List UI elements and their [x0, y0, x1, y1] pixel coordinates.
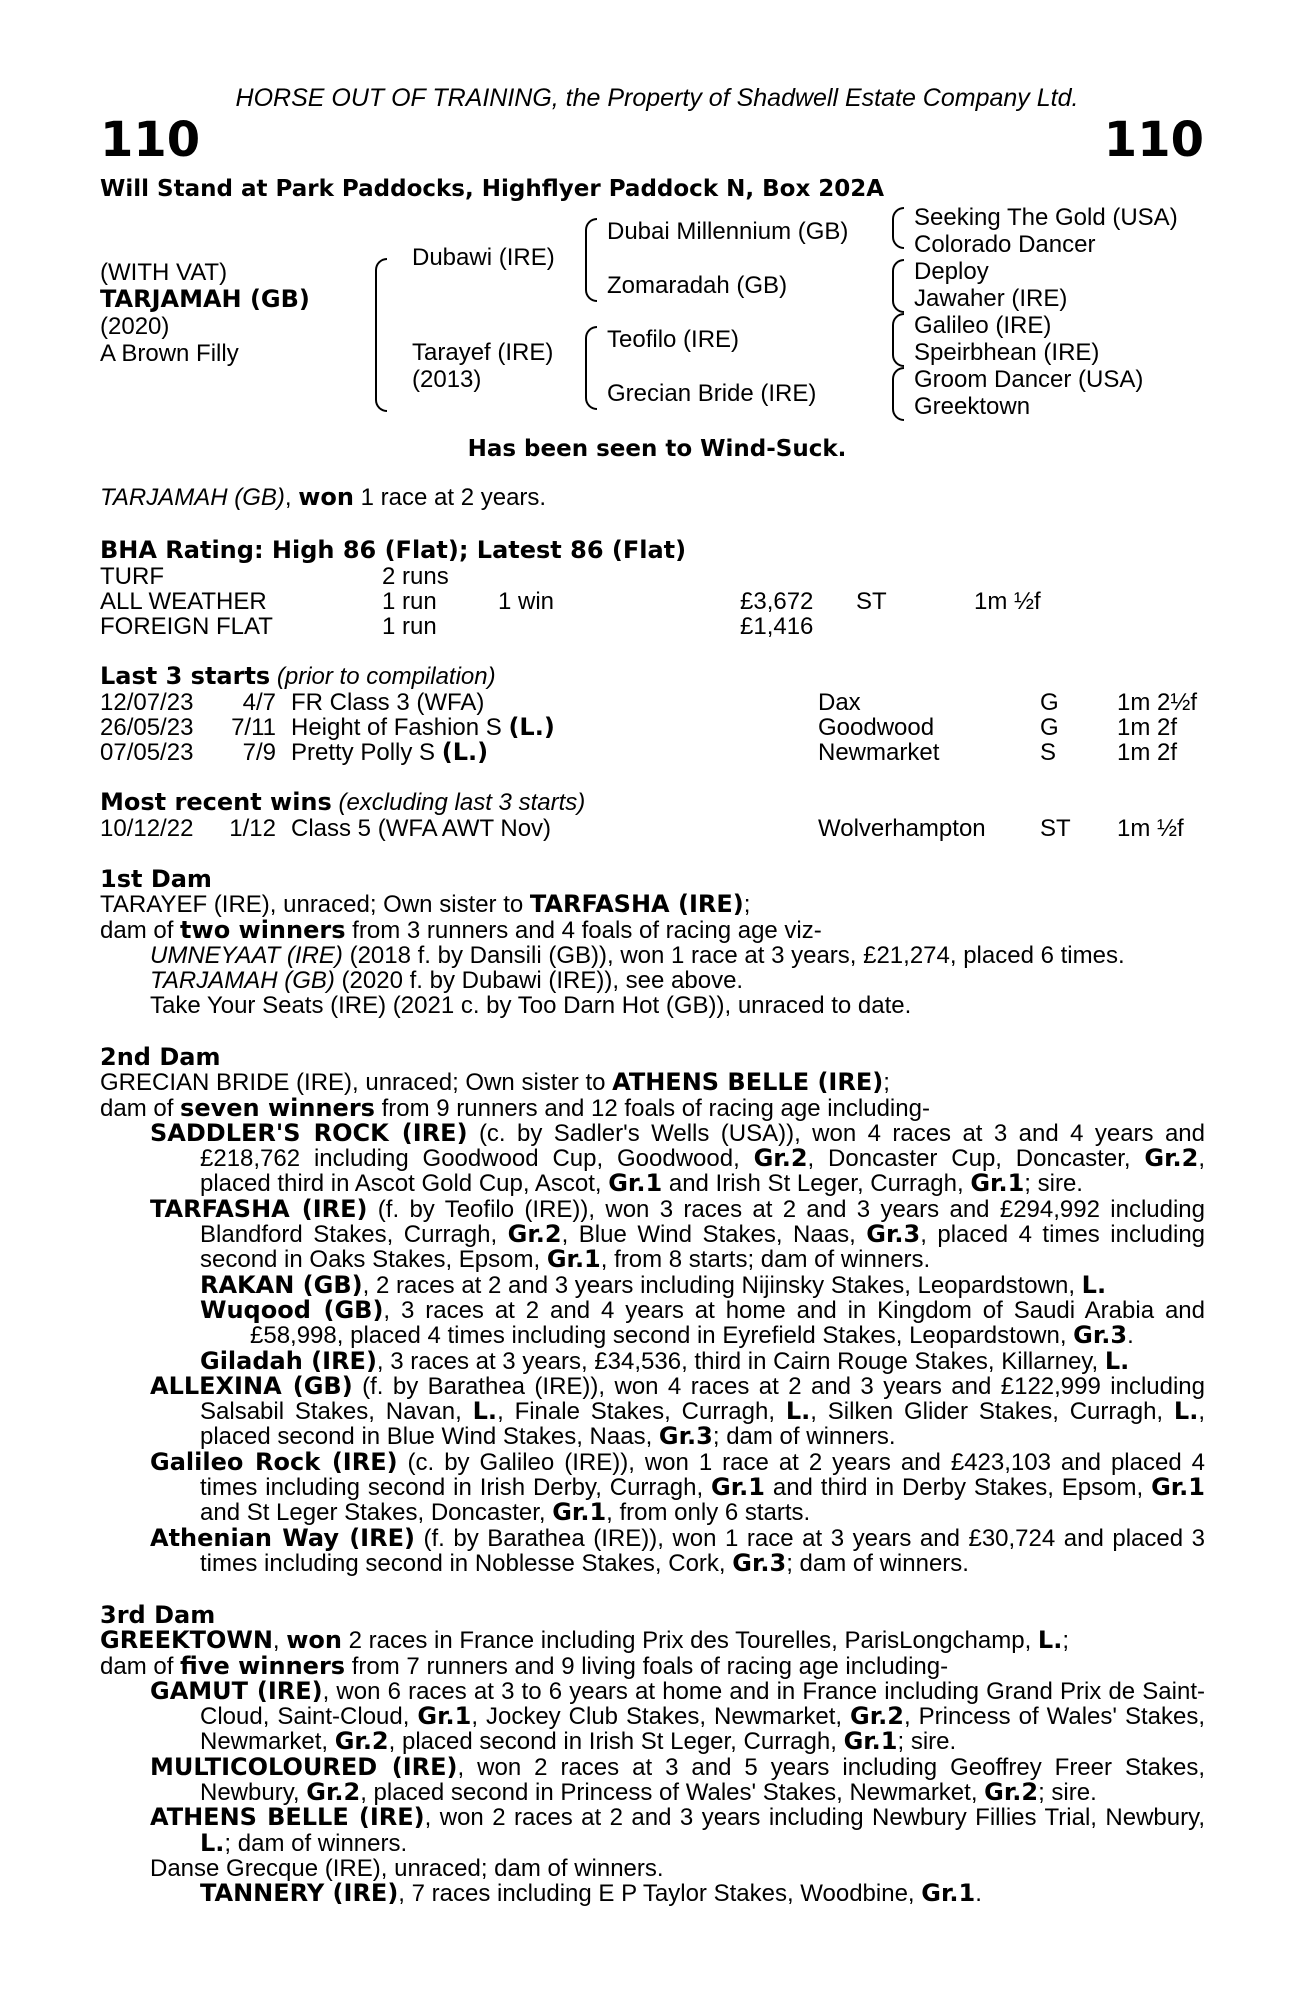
text: ; sire. [897, 1728, 957, 1756]
grade: Gr.1 [608, 1169, 663, 1198]
race-name: Height of Fashion S [291, 714, 509, 741]
second-dam-line1 [100, 1070, 1205, 1095]
start-position: 7/9 [242, 739, 276, 766]
last3-subtitle: (prior to compilation) [276, 663, 496, 690]
pedigree-brace-dam [585, 326, 597, 410]
win-going: ST [1040, 815, 1071, 842]
listed-mark: (L.) [508, 713, 555, 741]
grade: Gr.1 [843, 1727, 898, 1756]
progeny-entry [100, 1447, 1205, 1527]
text: dam of [100, 1652, 181, 1680]
text: (c. by Sadler's Wells (USA)), won 4 races at 3 and 4 years and £218,762 including Goodwood Cup, Goodwood, [200, 1119, 1205, 1173]
text: . [1127, 1322, 1134, 1350]
grade: Gr.1 [417, 1702, 472, 1731]
grade: Gr.2 [334, 1727, 389, 1756]
progeny-entry [100, 1194, 1206, 1274]
text: , won 6 races at 3 to 6 years at home and in France including Grand Prix de Saint-Cloud, Saint-Cloud, [200, 1677, 1205, 1731]
text: , [272, 1627, 287, 1655]
text: ; dam of winners. [712, 1423, 896, 1451]
third-dam-line1 [100, 1628, 1205, 1653]
grade: L. [1173, 1397, 1199, 1426]
grade: L. [200, 1828, 225, 1857]
text: , placed 4 times including second in Oaks Stakes, Epsom, [200, 1221, 1206, 1274]
grade: Gr.1 [970, 1169, 1025, 1198]
pedigree-dds: Groom Dancer (USA) [914, 366, 1144, 393]
text: and third in Derby Stakes, Epsom, [764, 1474, 1152, 1502]
pedigree-brace-ds [892, 313, 904, 367]
text: , placed second in Blue Wind Stakes, Naas, [200, 1398, 1206, 1451]
summary-horse-name: TARJAMAH (GB) [100, 484, 285, 511]
pedigree-sire: Dubawi (IRE) [412, 244, 555, 271]
pedigree-sdd: Jawaher (IRE) [914, 285, 1068, 312]
start-course: Dax [818, 689, 861, 716]
pedigree-brace-sd [892, 259, 904, 313]
progeny-entry [100, 943, 1200, 968]
start-race [291, 715, 555, 740]
progeny-entry [100, 1752, 1205, 1807]
text: GRECIAN BRIDE (IRE), unraced; Own sister to [100, 1069, 613, 1097]
last3-heading [100, 664, 496, 689]
grade: Gr.2 [306, 1778, 361, 1807]
progeny-name: TARFASHA (IRE) [150, 1194, 368, 1223]
pedigree-brace-ss [892, 207, 904, 249]
progeny-name: ATHENS BELLE (IRE) [150, 1803, 425, 1832]
progeny-name: GAMUT (IRE) [150, 1676, 323, 1705]
record-runs: 2 runs [382, 563, 449, 590]
second-dam-heading: 2nd Dam [100, 1043, 221, 1071]
text: , Princess of Wales' Stakes, Newmarket, [200, 1703, 1206, 1756]
start-date: 26/05/23 [100, 714, 194, 741]
progeny-name: RAKAN (GB) [200, 1270, 363, 1299]
grade: Gr.2 [753, 1144, 808, 1173]
record-runs: 1 run [382, 588, 437, 615]
progeny-name: MULTICOLOURED (IRE) [150, 1752, 458, 1781]
grade: Gr.1 [921, 1879, 976, 1908]
text: ; [883, 1069, 890, 1097]
progeny-entry [100, 1805, 1205, 1856]
grade: Gr.2 [984, 1778, 1039, 1807]
progeny-name: UMNEYAAT (IRE) [150, 941, 343, 969]
record-wins: 1 win [498, 588, 555, 615]
progeny-entry: Take Your Seats (IRE) (2021 c. by Too Darn Hot (GB)), unraced to date. [150, 992, 912, 1020]
grand-progeny-entry [100, 1881, 1205, 1906]
text: , Blue Wind Stakes, Naas, [561, 1221, 867, 1249]
text: ; sire. [1024, 1170, 1083, 1198]
start-distance: 1m 2½f [1117, 689, 1198, 716]
grade: Gr.2 [1144, 1144, 1199, 1173]
text: , 3 races at 2 and 4 years at home and in Kingdom of Saudi Arabia and £58,998, placed 4 times including second in Eyrefield Stakes, Leopardstown, [250, 1296, 1205, 1350]
progeny-entry [100, 1523, 1205, 1577]
race-name: Pretty Polly S [291, 739, 442, 766]
bold-count: five winners [180, 1651, 346, 1680]
text: , from only 6 starts. [606, 1499, 811, 1527]
grand-progeny-entry [100, 1295, 1205, 1350]
bold-name: TARFASHA (IRE) [529, 890, 744, 919]
bha-rating: BHA Rating: High 86 (Flat); Latest 86 (Flat) [100, 536, 687, 564]
text: , from 8 starts; dam of winners. [600, 1246, 931, 1274]
progeny-entry [100, 1371, 1206, 1451]
progeny-entry [100, 968, 1200, 993]
last3-title: Last 3 starts [100, 662, 271, 690]
text: ; dam of winners. [786, 1549, 969, 1577]
text: , won 2 races at 3 and 5 years including Geoffrey Freer Stakes, Newbury, [200, 1753, 1205, 1807]
second-dam-section [100, 1045, 1205, 1576]
text: . [975, 1880, 982, 1908]
start-position: 4/7 [242, 689, 276, 716]
progeny-entry: Danse Grecque (IRE), unraced; dam of winners. [150, 1854, 664, 1882]
grade: Gr.1 [711, 1473, 765, 1502]
start-going: G [1040, 714, 1059, 741]
record-distance: 1m ½f [974, 588, 1041, 615]
grand-progeny-entry [100, 1270, 1205, 1299]
text: , 7 races including E P Taylor Stakes, Woodbine, [398, 1880, 922, 1908]
pedigree-ddd: Greektown [914, 393, 1031, 420]
text: , Finale Stakes, Curragh, [497, 1398, 786, 1426]
grade: Gr.3 [732, 1548, 787, 1577]
text: and Irish St Leger, Curragh, [662, 1170, 971, 1198]
start-course: Goodwood [818, 714, 935, 741]
bold-name: ATHENS BELLE (IRE) [612, 1068, 884, 1097]
progeny-entry [100, 1676, 1206, 1756]
text: (f. by Teofilo (IRE)), won 3 races at 2 and 3 years and £294,992 including Blandford Stakes, Curragh, [200, 1195, 1205, 1249]
text: , 2 races at 2 and 3 years including Nijinsky Stakes, Leopardstown, [362, 1271, 1082, 1299]
record-going: ST [856, 588, 887, 615]
record-runs: 1 run [382, 613, 437, 640]
win-position: 1/12 [229, 815, 276, 842]
start-distance: 1m 2f [1117, 739, 1178, 766]
start-date: 07/05/23 [100, 739, 194, 766]
recent-title: Most recent wins [100, 788, 332, 816]
grade: Gr.1 [552, 1498, 607, 1527]
recent-wins-heading [100, 790, 585, 815]
pedigree-ssd: Colorado Dancer [914, 231, 1096, 258]
grade: Gr.3 [1073, 1321, 1128, 1350]
lot-number-right: 110 [1103, 112, 1204, 168]
grade: Gr.2 [507, 1220, 562, 1249]
text: , Doncaster Cup, Doncaster, [807, 1145, 1145, 1173]
text: 2 races in France including Prix des Tourelles, ParisLongchamp, [342, 1627, 1038, 1655]
grade: Gr.3 [866, 1220, 921, 1249]
text: (c. by Galileo (IRE)), won 1 race at 2 years and £423,103 and placed 4 times including second in Irish Derby, Curragh, [200, 1448, 1205, 1502]
listed-mark: (L.) [441, 738, 489, 766]
pedigree-brace-dd [892, 367, 904, 421]
pedigree-ss: Dubai Millennium (GB) [607, 218, 849, 245]
pedigree-dd: Grecian Bride (IRE) [607, 380, 817, 407]
horse-description: A Brown Filly [100, 340, 239, 367]
pedigree-brace-main [375, 258, 387, 412]
pedigree-sds: Deploy [914, 258, 989, 285]
text: , placed second in Irish St Leger, Curragh, [388, 1728, 844, 1756]
text: and St Leger Stakes, Doncaster, [200, 1499, 553, 1527]
grade: Gr.1 [546, 1245, 601, 1274]
text: (2018 f. by Dansili (GB)), won 1 race at 3 years, £21,274, placed 6 times. [342, 941, 1125, 969]
text: , Silken Glider Stakes, Curragh, [810, 1398, 1174, 1426]
text: dam of [100, 916, 181, 944]
first-dam-section [100, 867, 1200, 1019]
text: ; [743, 891, 751, 919]
bold-count: seven winners [180, 1093, 375, 1122]
pedigree-sss: Seeking The Gold (USA) [914, 204, 1178, 231]
start-date: 12/07/23 [100, 689, 194, 716]
grand-progeny-entry [100, 1346, 1205, 1375]
text: from 3 runners and 4 foals of racing age viz- [345, 916, 822, 944]
summary-rest: 1 race at 2 years. [353, 484, 547, 511]
start-going: G [1040, 689, 1059, 716]
progeny-name: TANNERY (IRE) [200, 1879, 399, 1908]
grade: L. [785, 1397, 811, 1426]
progeny-name: TARJAMAH (GB) [150, 967, 335, 995]
third-dam-line2 [100, 1651, 1205, 1680]
progeny-name: Giladah (IRE) [200, 1346, 377, 1375]
grade: Gr.1 [1151, 1473, 1205, 1502]
text: (f. by Barathea (IRE)), won 4 races at 2 and 3 years and £122,999 including Salsabil Stakes, Navan, [200, 1372, 1206, 1426]
grade: L. [472, 1397, 498, 1426]
dam-name: GREEKTOWN [100, 1626, 273, 1655]
grade: Gr.2 [850, 1702, 904, 1731]
grade: Gr.3 [658, 1422, 713, 1451]
text: , placed second in Princess of Wales' Stakes, Newmarket, [360, 1779, 985, 1807]
win-race: Class 5 (WFA AWT Nov) [291, 815, 552, 842]
record-prize: £1,416 [740, 613, 814, 640]
bold-count: two winners [180, 915, 346, 944]
third-dam-heading: 3rd Dam [100, 1601, 216, 1629]
win-distance: 1m ½f [1117, 815, 1184, 842]
pedigree-ds: Teofilo (IRE) [607, 326, 740, 353]
text: ; [1062, 1627, 1069, 1655]
horse-year: (2020) [100, 313, 170, 340]
summary-won: won [298, 483, 354, 511]
progeny-name: Galileo Rock (IRE) [150, 1447, 398, 1476]
start-going: S [1040, 739, 1057, 766]
progeny-name: SADDLER'S ROCK (IRE) [150, 1118, 468, 1147]
grade: L. [1104, 1346, 1130, 1375]
progeny-name: ALLEXINA (GB) [150, 1371, 353, 1400]
text: from 7 runners and 9 living foals of racing age including- [345, 1652, 949, 1680]
progeny-entry [100, 1118, 1205, 1198]
pedigree-dam: Tarayef (IRE) [412, 339, 554, 366]
win-date: 10/12/22 [100, 815, 194, 842]
start-distance: 1m 2f [1117, 714, 1178, 741]
record-surface: FOREIGN FLAT [100, 613, 273, 640]
text: , Jockey Club Stakes, Newmarket, [471, 1703, 851, 1731]
progeny-name: Athenian Way (IRE) [150, 1523, 415, 1552]
page-header: HORSE OUT OF TRAINING, the Property of Shadwell Estate Company Ltd. [235, 84, 1079, 112]
grade: L. [1081, 1270, 1107, 1299]
progeny-name: Wuqood (GB) [200, 1295, 384, 1324]
pedigree-dsd: Speirbhean (IRE) [914, 339, 1100, 366]
text: ; dam of winners. [224, 1829, 408, 1857]
text: (2020 f. by Dubawi (IRE)), see above. [334, 967, 744, 995]
bold-won: won [286, 1626, 342, 1655]
pedigree-brace-sire [585, 218, 597, 302]
win-course: Wolverhampton [818, 815, 986, 842]
start-race [291, 740, 488, 765]
text: TARAYEF (IRE), unraced; Own sister to [100, 891, 530, 919]
horse-name: TARJAMAH (GB) [100, 285, 310, 313]
text: (f. by Barathea (IRE)), won 1 race at 3 years and £30,724 and placed 3 times including second in Noblesse Stakes, Cork, [200, 1524, 1205, 1577]
first-dam-line1 [100, 892, 1200, 917]
race-summary [100, 485, 546, 510]
record-surface: ALL WEATHER [100, 588, 267, 615]
vat-note: (WITH VAT) [100, 259, 228, 286]
second-dam-line2 [100, 1093, 1205, 1122]
wind-suck-note: Has been seen to Wind-Suck. [467, 436, 847, 462]
summary-comma: , [284, 484, 299, 511]
text: ; sire. [1038, 1779, 1097, 1807]
text: , placed third in Ascot Gold Cup, Ascot, [200, 1145, 1205, 1198]
grade: L. [1037, 1626, 1063, 1655]
text: , won 2 races at 2 and 3 years including Newbury Fillies Trial, Newbury, [424, 1804, 1205, 1832]
text: from 9 runners and 12 foals of racing age including- [374, 1094, 930, 1122]
recent-subtitle: (excluding last 3 starts) [338, 789, 586, 816]
record-surface: TURF [100, 563, 164, 590]
first-dam-heading: 1st Dam [100, 865, 212, 893]
record-prize: £3,672 [740, 588, 814, 615]
pedigree-dss: Galileo (IRE) [914, 312, 1052, 339]
pedigree-dam-year: (2013) [412, 366, 482, 393]
lot-number-left: 110 [100, 112, 201, 168]
start-race: FR Class 3 (WFA) [291, 689, 485, 716]
text: , 3 races at 3 years, £34,536, third in Cairn Rouge Stakes, Killarney, [376, 1347, 1105, 1375]
start-course: Newmarket [818, 739, 940, 766]
start-position: 7/11 [231, 714, 276, 741]
first-dam-line2 [100, 915, 1200, 944]
stable-location: Will Stand at Park Paddocks, Highflyer Paddock N, Box 202A [100, 176, 885, 202]
text: dam of [100, 1094, 181, 1122]
pedigree-sd: Zomaradah (GB) [607, 272, 788, 299]
third-dam-section [100, 1603, 1205, 1907]
